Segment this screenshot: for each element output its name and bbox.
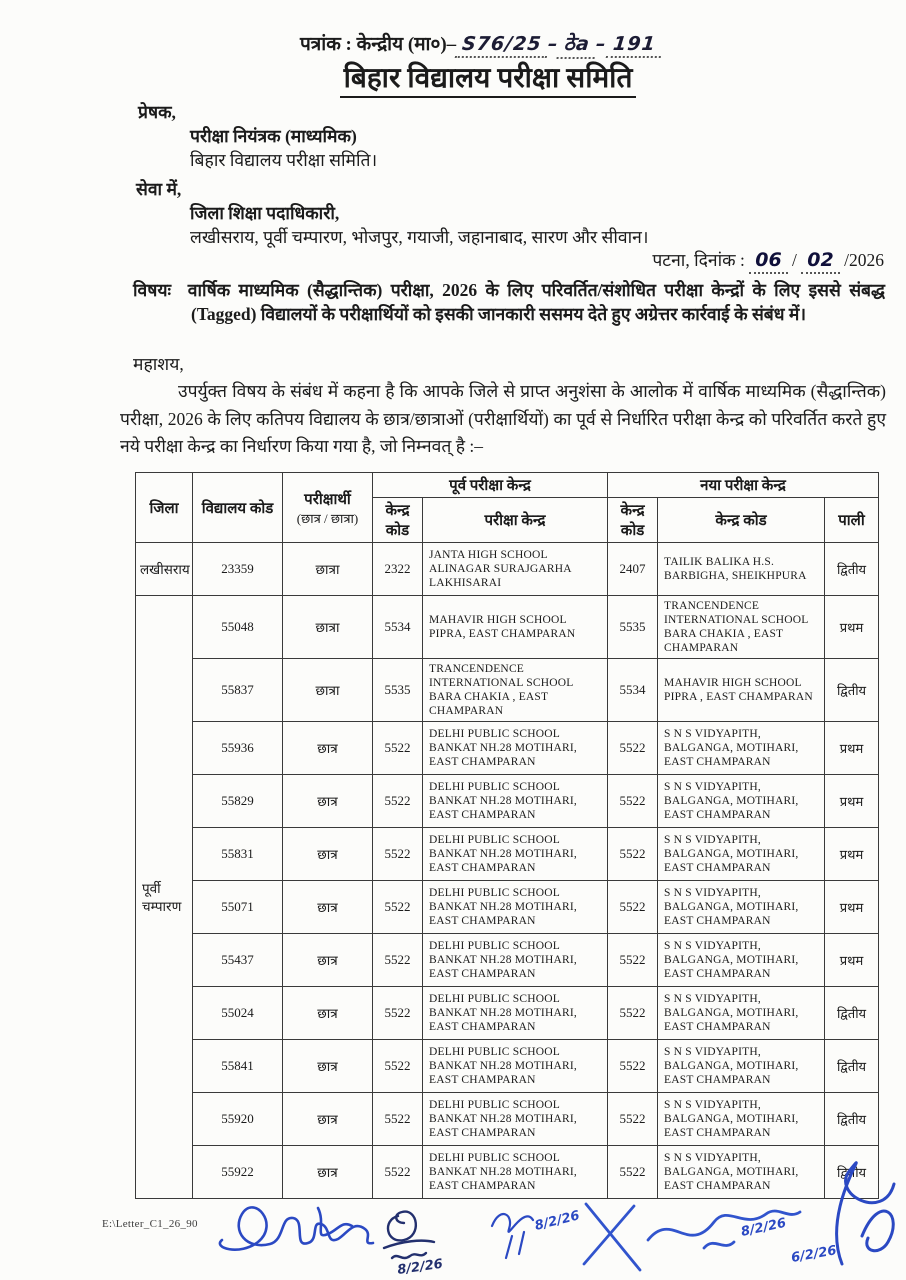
date-day-handwritten: 06 (749, 249, 787, 274)
cell-shift: द्वितीय (825, 1093, 879, 1146)
cell-new-code: 5522 (608, 934, 658, 987)
cell-shift: प्रथम (825, 881, 879, 934)
cell-school-code: 55024 (193, 987, 283, 1040)
cell-school-code: 55936 (193, 722, 283, 775)
cell-school-code: 55841 (193, 1040, 283, 1093)
cell-old-code: 5522 (373, 1040, 423, 1093)
cell-school-code: 55831 (193, 828, 283, 881)
place-date-label: पटना, दिनांक : (652, 250, 745, 270)
recipient-districts: लखीसराय, पूर्वी चम्पारण, भोजपुर, गयाजी, जहानाबाद, सारण और सीवान। (190, 227, 649, 247)
cell-shift: द्वितीय (825, 987, 879, 1040)
cell-examinee: छात्रा (283, 596, 373, 659)
col-header-district: जिला (136, 473, 193, 543)
cell-new-center: S N S VIDYAPITH, BALGANGA, MOTIHARI, EAST CHAMPARAN (658, 987, 825, 1040)
cell-new-code: 5522 (608, 775, 658, 828)
cell-new-center: S N S VIDYAPITH, BALGANGA, MOTIHARI, EAST CHAMPARAN (658, 881, 825, 934)
cell-school-code: 55920 (193, 1093, 283, 1146)
signature-scribble-1 (220, 1207, 373, 1249)
col-header-shift: पाली (825, 498, 879, 543)
body-paragraph: उपर्युक्त विषय के संबंध में कहना है कि आपके जिले से प्राप्त अनुशंसा के आलोक में वार्षिक माध्यमिक (सैद्धान्तिक) परीक्षा, 2026 के लिए कतिपय विद्यालय के छात्र/छात्राओं (परीक्षार्थियों) का पूर्व से निर्धारित परीक्षा केन्द्र को परिवर्तित करते हुए नये परीक्षा केन्द्र का निर्धारण किया गया है, जो निम्नवत् है :– (120, 381, 886, 457)
signature-scribble-4 (584, 1204, 800, 1270)
cell-old-code: 5522 (373, 1146, 423, 1199)
col-header-old-center-name: परीक्षा केन्द्र (423, 498, 608, 543)
table-row (136, 1040, 879, 1093)
cell-old-center: DELHI PUBLIC SCHOOL BANKAT NH.28 MOTIHARI, EAST CHAMPARAN (423, 987, 608, 1040)
cell-new-center: S N S VIDYAPITH, BALGANGA, MOTIHARI, EAST CHAMPARAN (658, 934, 825, 987)
cell-school-code: 23359 (193, 543, 283, 596)
cell-new-center: S N S VIDYAPITH, BALGANGA, MOTIHARI, EAST CHAMPARAN (658, 828, 825, 881)
cell-new-code: 5522 (608, 1146, 658, 1199)
table-row (136, 828, 879, 881)
cell-new-center: MAHAVIR HIGH SCHOOL PIPRA , EAST CHAMPARAN (658, 659, 825, 722)
cell-examinee: छात्र (283, 775, 373, 828)
cell-examinee: छात्र (283, 934, 373, 987)
table-row (136, 722, 879, 775)
sender-org: बिहार विद्यालय परीक्षा समिति। (190, 150, 378, 170)
table-row (136, 881, 879, 934)
cell-examinee: छात्रा (283, 659, 373, 722)
cell-school-code: 55829 (193, 775, 283, 828)
cell-old-code: 5522 (373, 1093, 423, 1146)
letter-ref-prefix: पत्रांक : केन्द्रीय (मा०)– (300, 34, 457, 55)
signature-strip (0, 1178, 906, 1280)
cell-district: लखीसराय (136, 543, 193, 596)
col-header-old-center-code: केन्द्र कोड (373, 498, 423, 543)
cell-old-code: 5522 (373, 934, 423, 987)
table-row (136, 987, 879, 1040)
signature-date-3: 8/2/26 (739, 1215, 788, 1240)
cell-new-code: 5522 (608, 828, 658, 881)
cell-old-center: DELHI PUBLIC SCHOOL BANKAT NH.28 MOTIHARI, EAST CHAMPARAN (423, 1093, 608, 1146)
subject-block (133, 278, 885, 326)
date-separator: / (792, 250, 797, 270)
cell-new-code: 5534 (608, 659, 658, 722)
cell-old-center: DELHI PUBLIC SCHOOL BANKAT NH.28 MOTIHARI, EAST CHAMPARAN (423, 1146, 608, 1199)
subject-label: विषयः (133, 280, 172, 300)
col-group-old-center: पूर्व परीक्षा केन्द्र (373, 473, 608, 498)
cell-old-code: 5522 (373, 722, 423, 775)
cell-shift: प्रथम (825, 828, 879, 881)
table-row (136, 775, 879, 828)
cell-school-code: 55437 (193, 934, 283, 987)
cell-new-center: S N S VIDYAPITH, BALGANGA, MOTIHARI, EAST CHAMPARAN (658, 722, 825, 775)
cell-new-center: S N S VIDYAPITH, BALGANGA, MOTIHARI, EAST CHAMPARAN (658, 1146, 825, 1199)
cell-old-code: 5522 (373, 987, 423, 1040)
cell-shift: प्रथम (825, 934, 879, 987)
letter-ref-handwritten-code: ठेa (557, 30, 598, 59)
cell-school-code: 55837 (193, 659, 283, 722)
col-header-new-center-name: केन्द्र कोड (658, 498, 825, 543)
signature-date-4: 6/2/26 (790, 1243, 838, 1266)
salutation: महाशय, (133, 354, 184, 374)
org-title: बिहार विद्यालय परीक्षा समिति (0, 58, 906, 96)
file-path-reference: E:\Letter_C1_26_90 (102, 1218, 198, 1230)
cell-old-center: DELHI PUBLIC SCHOOL BANKAT NH.28 MOTIHARI, EAST CHAMPARAN (423, 828, 608, 881)
cell-old-code: 5522 (373, 881, 423, 934)
signature-scribble-2 (384, 1212, 434, 1258)
cell-new-code: 2407 (608, 543, 658, 596)
cell-examinee: छात्र (283, 987, 373, 1040)
cell-district-merged: पूर्वी चम्पारण (136, 596, 193, 1199)
cell-new-code: 5522 (608, 881, 658, 934)
cell-examinee: छात्र (283, 881, 373, 934)
cell-shift: प्रथम (825, 722, 879, 775)
col-group-new-center: नया परीक्षा केन्द्र (608, 473, 879, 498)
recipient-name: जिला शिक्षा पदाधिकारी, (190, 203, 340, 223)
place-date-line (652, 248, 884, 272)
letter-ref-dash2: – (594, 33, 608, 55)
cell-new-code: 5535 (608, 596, 658, 659)
col-header-new-center-code: केन्द्र कोड (608, 498, 658, 543)
signature-scribble-5 (837, 1163, 894, 1264)
cell-old-center: TRANCENDENCE INTERNATIONAL SCHOOL BARA CHAKIA , EAST CHAMPARAN (423, 659, 608, 722)
signature-scribble-3 (492, 1214, 533, 1258)
exam-center-table (135, 472, 879, 1199)
cell-old-code: 2322 (373, 543, 423, 596)
table-row (136, 543, 879, 596)
cell-old-center: DELHI PUBLIC SCHOOL BANKAT NH.28 MOTIHARI, EAST CHAMPARAN (423, 881, 608, 934)
signature-date-2: 8/2/26 (533, 1208, 582, 1234)
sender-name: परीक्षा नियंत्रक (माध्यमिक) (190, 126, 357, 146)
cell-examinee: छात्र (283, 828, 373, 881)
cell-examinee: छात्र (283, 1040, 373, 1093)
cell-new-center: S N S VIDYAPITH, BALGANGA, MOTIHARI, EAST CHAMPARAN (658, 775, 825, 828)
cell-school-code: 55048 (193, 596, 283, 659)
cell-shift: प्रथम (825, 775, 879, 828)
cell-examinee: छात्रा (283, 543, 373, 596)
cell-new-code: 5522 (608, 722, 658, 775)
cell-new-code: 5522 (608, 1093, 658, 1146)
date-year-printed: /2026 (844, 250, 884, 270)
cell-old-center: MAHAVIR HIGH SCHOOL PIPRA, EAST CHAMPARAN (423, 596, 608, 659)
cell-new-code: 5522 (608, 987, 658, 1040)
letter-ref-handwritten-number: S76/25 (455, 33, 549, 58)
cell-examinee: छात्र (283, 1093, 373, 1146)
cell-old-center: DELHI PUBLIC SCHOOL BANKAT NH.28 MOTIHARI, EAST CHAMPARAN (423, 934, 608, 987)
table-header-group-row (136, 473, 879, 498)
cell-school-code: 55071 (193, 881, 283, 934)
table-row (136, 659, 879, 722)
cell-shift: द्वितीय (825, 1040, 879, 1093)
signature-date-1: 8/2/26 (396, 1256, 444, 1278)
letter-ref-handwritten-serial: 191 (605, 33, 662, 58)
cell-old-code: 5522 (373, 828, 423, 881)
recipient-label: सेवा में, (136, 179, 182, 199)
table-row (136, 596, 879, 659)
cell-new-center: TAILIK BALIKA H.S. BARBIGHA, SHEIKHPURA (658, 543, 825, 596)
signatures-ink (0, 1178, 906, 1280)
cell-old-code: 5522 (373, 775, 423, 828)
letter-ref-line (300, 30, 661, 59)
col-header-examinee-sub: (छात्र / छात्रा) (296, 510, 359, 526)
cell-old-center: DELHI PUBLIC SCHOOL BANKAT NH.28 MOTIHARI, EAST CHAMPARAN (423, 722, 608, 775)
cell-old-center: DELHI PUBLIC SCHOOL BANKAT NH.28 MOTIHARI, EAST CHAMPARAN (423, 775, 608, 828)
cell-new-center: S N S VIDYAPITH, BALGANGA, MOTIHARI, EAST CHAMPARAN (658, 1093, 825, 1146)
sender-label: प्रेषक, (138, 102, 176, 122)
cell-school-code: 55922 (193, 1146, 283, 1199)
cell-examinee: छात्र (283, 1146, 373, 1199)
cell-shift: द्वितीय (825, 543, 879, 596)
col-header-school-code: विद्यालय कोड (193, 473, 283, 543)
col-header-examinee: परीक्षार्थी (छात्र / छात्रा) (283, 473, 373, 543)
cell-new-center: S N S VIDYAPITH, BALGANGA, MOTIHARI, EAST CHAMPARAN (658, 1040, 825, 1093)
cell-old-center: JANTA HIGH SCHOOL ALINAGAR SURAJGARHA LAKHISARAI (423, 543, 608, 596)
table-row (136, 934, 879, 987)
cell-new-code: 5522 (608, 1040, 658, 1093)
cell-shift: द्वितीय (825, 659, 879, 722)
cell-shift: प्रथम (825, 596, 879, 659)
cell-old-code: 5534 (373, 596, 423, 659)
table-row (136, 1093, 879, 1146)
letter-ref-dash: – (546, 33, 560, 55)
date-month-handwritten: 02 (801, 249, 839, 274)
cell-old-center: DELHI PUBLIC SCHOOL BANKAT NH.28 MOTIHARI, EAST CHAMPARAN (423, 1040, 608, 1093)
cell-examinee: छात्र (283, 722, 373, 775)
cell-shift: द्वितीय (825, 1146, 879, 1199)
cell-old-code: 5535 (373, 659, 423, 722)
subject-text: वार्षिक माध्यमिक (सैद्धान्तिक) परीक्षा, 2026 के लिए परिवर्तित/संशोधित परीक्षा केन्द्रों के लिए इससे संबद्ध (Tagged) विद्यालयों के परीक्षार्थियों को इसकी जानकारी ससमय देते हुए अग्रेत्तर कार्रवाई के संबंध में। (187, 280, 886, 325)
cell-new-center: TRANCENDENCE INTERNATIONAL SCHOOL BARA CHAKIA , EAST CHAMPARAN (658, 596, 825, 659)
